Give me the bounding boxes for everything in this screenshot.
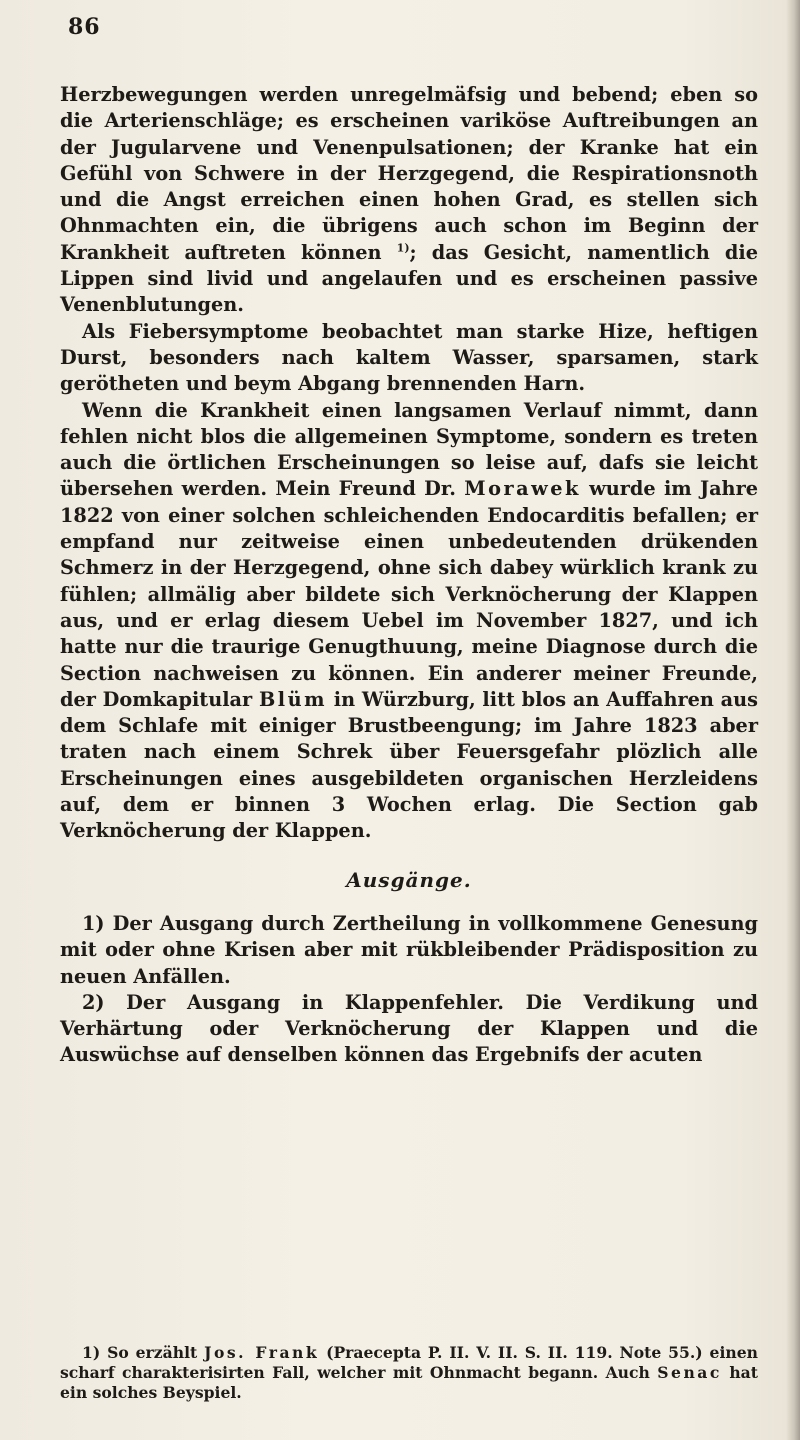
footnote (60, 1343, 758, 1403)
footnote-name-frank: Jos. Frank (204, 1343, 320, 1362)
paragraph-3-text: Wenn die Krankheit einen langsamen Verlauf nimmt, dann fehlen nicht blos die allgemeinen Symptome, sondern es treten auch die örtlichen Erscheinungen so leise auf, dafs sie leicht übersehen werden. Mein Freund Dr. (60, 398, 758, 501)
footnote-text-2: (Praecepta P. II. V. II. S. II. 119. Note 55.) einen scharf charakterisirten Fall, welcher mit Ohnmacht begann. Auch (60, 1343, 758, 1382)
section-heading: Ausgänge. (346, 867, 472, 892)
outcome-1: 1) Der Ausgang durch Zertheilung in vollkommene Genesung mit oder ohne Krisen aber mit rükbleibender Prädisposition zu neuen Anfällen. (60, 911, 758, 988)
paragraph-1-continued: ; das Gesicht, namentlich die Lippen sind livid und angelaufen und es erscheinen passive Venenblutungen. (60, 240, 758, 317)
paragraph-3-end: in Würzburg, litt blos an Auffahren aus dem Schlafe mit einiger Brustbeengung; im Jahre 1823 aber traten nach einem Schrek über Feuersgefahr plözlich alle Erscheinungen eines ausgebildeten organischen Herzleidens auf, dem er binnen 3 Wochen erlag. Die Section gab Verknöcherung der Klappen. (60, 687, 759, 843)
paragraph-slow-course (60, 398, 758, 845)
footnote-text-3: hat ein solches Beyspiel. (60, 1363, 758, 1402)
main-text (60, 82, 758, 1069)
person-name-bluem: Blüm (258, 687, 327, 711)
page-edge-shadow (786, 0, 800, 1440)
footnote-marker: 1) (82, 1343, 101, 1362)
paragraph-symptoms (60, 82, 758, 319)
person-name-morawek: Morawek (464, 477, 581, 501)
footnote-name-senac: Senac (657, 1363, 722, 1382)
footnote-section (60, 1343, 758, 1403)
paragraph-fever: Als Fiebersymptome beobachtet man starke Hize, heftigen Durst, besonders nach kaltem Wasser, sparsamen, stark gerötheten und beym Abgang brennenden Harn. (60, 319, 758, 396)
paragraph-1-text: Herzbewegungen werden unregelmäfsig und bebend; eben so die Arterienschläge; es erscheinen variköse Auftreibungen an der Jugularvene und Venenpulsationen; der Kranke hat ein Gefühl von Schwere in der Herzgegend, die Respirationsnoth und die Angst erreichen einen hohen Grad, es stellen sich Ohnmachten ein, die übrigens auch schon im Beginn der Krankheit auftreten können (60, 83, 758, 264)
page-number: 86 (68, 14, 101, 40)
footnote-reference: 1) (396, 241, 410, 255)
footnote-text-1: So erzählt (107, 1343, 198, 1362)
outcome-2: 2) Der Ausgang in Klappenfehler. Die Verdikung und Verhärtung oder Verknöcherung der Klappen und die Auswüchse auf denselben können das Ergebnifs der acuten (60, 990, 758, 1067)
paragraph-3-continued: wurde im Jahre 1822 von einer solchen schleichenden Endocarditis befallen; er empfand nur zeitweise einen unbedeutenden drükenden Schmerz in der Herzgegend, ohne sich dabey würklich krank zu fühlen; allmälig aber bildete sich Verknöcherung der Klappen aus, und er erlag diesem Uebel im November 1827, und ich hatte nur die traurige Genugthuung, meine Diagnose durch die Section nachweisen zu können. Ein anderer meiner Freunde, der Domkapitular (60, 477, 759, 711)
